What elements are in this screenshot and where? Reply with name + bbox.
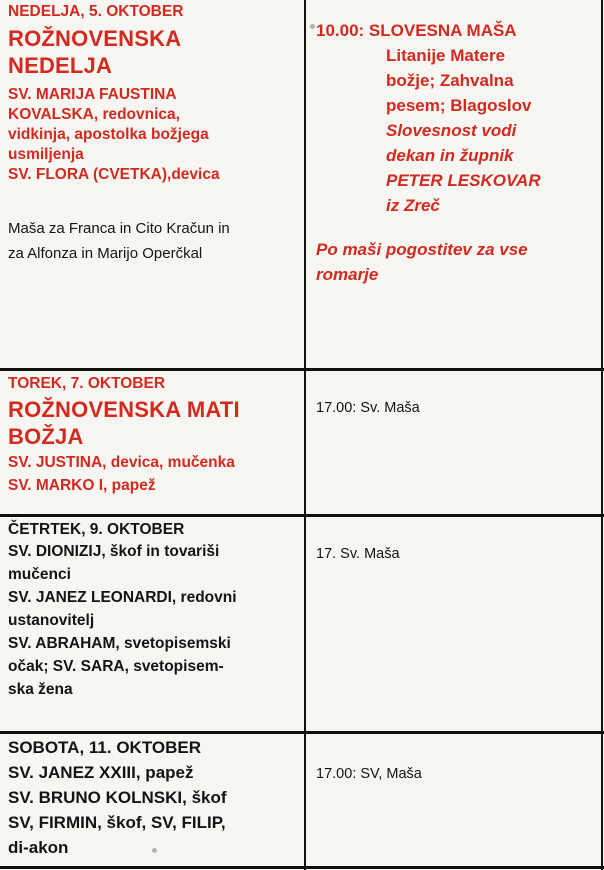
day-heading: TOREK, 7. OKTOBER (8, 375, 166, 392)
reception-note: romarje (316, 265, 379, 284)
row-divider (0, 731, 604, 734)
saint-line: mučenci (8, 566, 71, 583)
celebrant-line: dekan in župnik (386, 146, 514, 165)
schedule-line: Litanije Matere (386, 46, 506, 65)
saint-line: SV. BRUNO KOLNSKI, škof (8, 788, 227, 807)
saint-line: SV. ABRAHAM, svetopisemski (8, 635, 231, 652)
mass-details (316, 45, 600, 217)
saint-line: SV. MARKO I, papež (8, 477, 156, 494)
saint-line: di-akon (8, 838, 69, 857)
scan-speck (152, 848, 157, 853)
column-divider (304, 0, 306, 870)
reception-note: Po maši pogostitev za vse (316, 240, 528, 259)
saint-line: SV. JANEZ LEONARDI, redovni (8, 589, 237, 606)
saint-line: SV. MARIJA FAUSTINA (8, 86, 177, 103)
mass-time: 17. Sv. Maša (316, 546, 400, 562)
mass-time: 17.00: Sv. Maša (316, 400, 420, 416)
saint-line: očak; SV. SARA, svetopisem- (8, 658, 224, 675)
schedule-cell-thursday (316, 545, 600, 563)
feast-title: NEDELJA (8, 53, 113, 78)
saint-line: vidkinja, apostolka božjega (8, 126, 209, 143)
schedule-cell-saturday (316, 765, 600, 783)
scan-speck (310, 24, 315, 29)
day-heading: SOBOTA, 11. OKTOBER (8, 738, 202, 757)
day-cell-tuesday (8, 374, 302, 496)
right-border (601, 0, 603, 870)
feast-title: ROŽNOVENSKA (8, 26, 182, 51)
mass-intention: Maša za Franca in Cito Kračun in (8, 220, 230, 237)
saint-line: SV, FIRMIN, škof, SV, FILIP, (8, 813, 226, 832)
mass-time: 17.00: SV, Maša (316, 766, 422, 782)
mass-time: 10.00: SLOVESNA MAŠA (316, 21, 517, 40)
saint-line: ska žena (8, 681, 73, 698)
feast-title: BOŽJA (8, 424, 84, 449)
saint-line: SV. DIONIZIJ, škof in tovariši (8, 543, 220, 560)
day-cell-saturday (8, 737, 302, 859)
saint-line: usmiljenja (8, 146, 84, 163)
celebrant-line: PETER LESKOVAR (386, 171, 541, 190)
saint-line: SV. JANEZ XXIII, papež (8, 763, 194, 782)
row-divider (0, 514, 604, 517)
bottom-border (0, 866, 604, 869)
day-cell-sunday (8, 2, 302, 264)
celebrant-line: iz Zreč (386, 196, 440, 215)
schedule-cell-sunday (316, 20, 600, 286)
saint-line: ustanovitelj (8, 612, 95, 629)
schedule-line: pesem; Blagoslov (386, 96, 532, 115)
day-heading: NEDELJA, 5. OKTOBER (8, 3, 184, 20)
mass-intention: za Alfonza in Marijo Operčkal (8, 245, 203, 262)
saint-line: KOVALSKA, redovnica, (8, 106, 180, 123)
celebrant-line: Slovesnost vodi (386, 121, 517, 140)
row-divider (0, 368, 604, 371)
schedule-cell-tuesday (316, 399, 600, 417)
saint-line: SV. FLORA (CVETKA),devica (8, 166, 220, 183)
saint-line: SV. JUSTINA, devica, mučenka (8, 454, 235, 471)
day-cell-thursday (8, 520, 302, 700)
schedule-line: božje; Zahvalna (386, 71, 514, 90)
feast-title: ROŽNOVENSKA MATI (8, 397, 240, 422)
day-heading: ČETRTEK, 9. OKTOBER (8, 521, 185, 538)
